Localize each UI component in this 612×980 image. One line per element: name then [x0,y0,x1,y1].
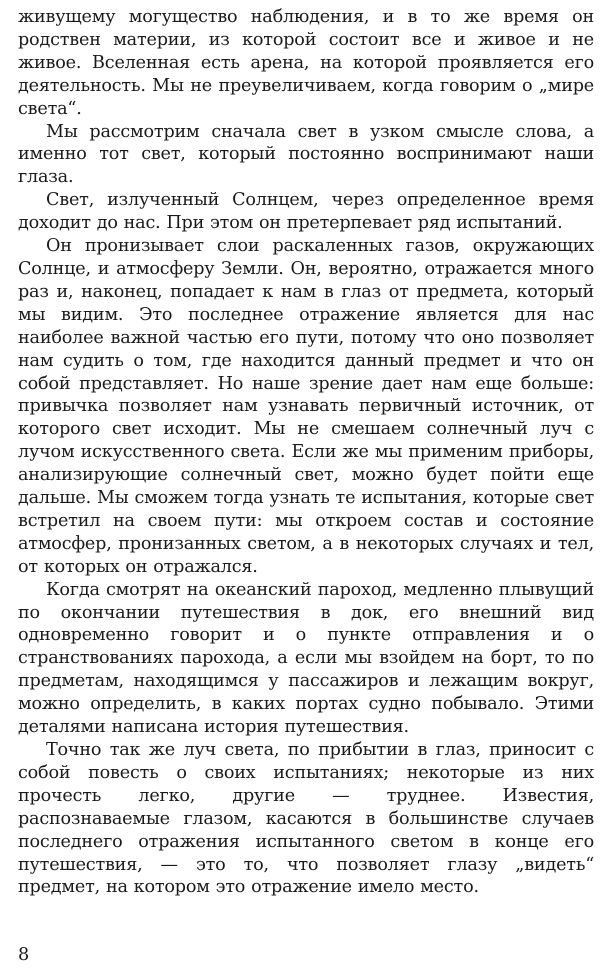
paragraph-continuation: живущему могущество наблюдения, и в то же время он родствен материи, из которой состоит все и живое и не живое. Вселенная есть арена, на которой проявляется его деятельность. Мы не преувеличиваем, когда говорим о „мире света“. [18,7,594,119]
paragraph-steamship-analogy: Когда смотрят на океанский пароход, медленно плывущий по окончании путешествия в док, его внешний вид одновременно говорит и о пункте отправления и о странствованиях парохода, а если мы взойдем на борт, то по предметам, находящимся у пассажиров и лежащим вокруг, можно определить, в каких портах судно побывало. Этими деталями написана история путешествия. [18,579,594,738]
paragraph-light-trials: Он пронизывает слои раскаленных газов, окружающих Солнце, и атмосферу Земли. Он, вероятно, отражается много раз и, наконец, попадает к нам в глаз от предмета, который мы видим. Это последнее отражение является для нас наиболее важной частью его пути, потому что оно позволяет нам судить о том, где находится данный предмет и что он собой представляет. Но наше зрение дает нам еще больше: привычка позволяет нам узнавать первичный источник, от которого свет исходит. Мы не смешаем солнечный луч с лучом искусственного света. Если же мы применим приборы, анализирующие солнечный свет, можно будет пойти еще дальше. Мы сможем тогда узнать те испытания, которые свет встретил на своем пути: мы откроем состав и состояние атмосфер, пронизанных светом, а в некоторых случаях и тел, от которых он отражался. [18,236,594,577]
book-page-text [18,6,594,899]
paragraph-sunlight-reaches-us: Свет, излученный Солнцем, через определенное время доходит до нас. При этом он претерпевает ряд испытаний. [18,190,594,234]
paragraph-light-narrow-sense: Мы рассмотрим сначала свет в узком смысле слова, а именно тот свет, который постоянно воспринимают наши глаза. [18,121,594,188]
paragraph-ray-story: Точно так же луч света, по прибытии в глаз, приносит с собой повесть о своих испытаниях; некоторые из них прочесть легко, другие — труднее. Известия, распознаваемые глазом, касаются в большинстве случаев последнего отражения испытанного светом в конце его путешествия, — это то, что позволяет глазу „видеть“ предмет, на котором это отражение имело место. [18,740,594,898]
page-number: 8 [18,945,30,965]
